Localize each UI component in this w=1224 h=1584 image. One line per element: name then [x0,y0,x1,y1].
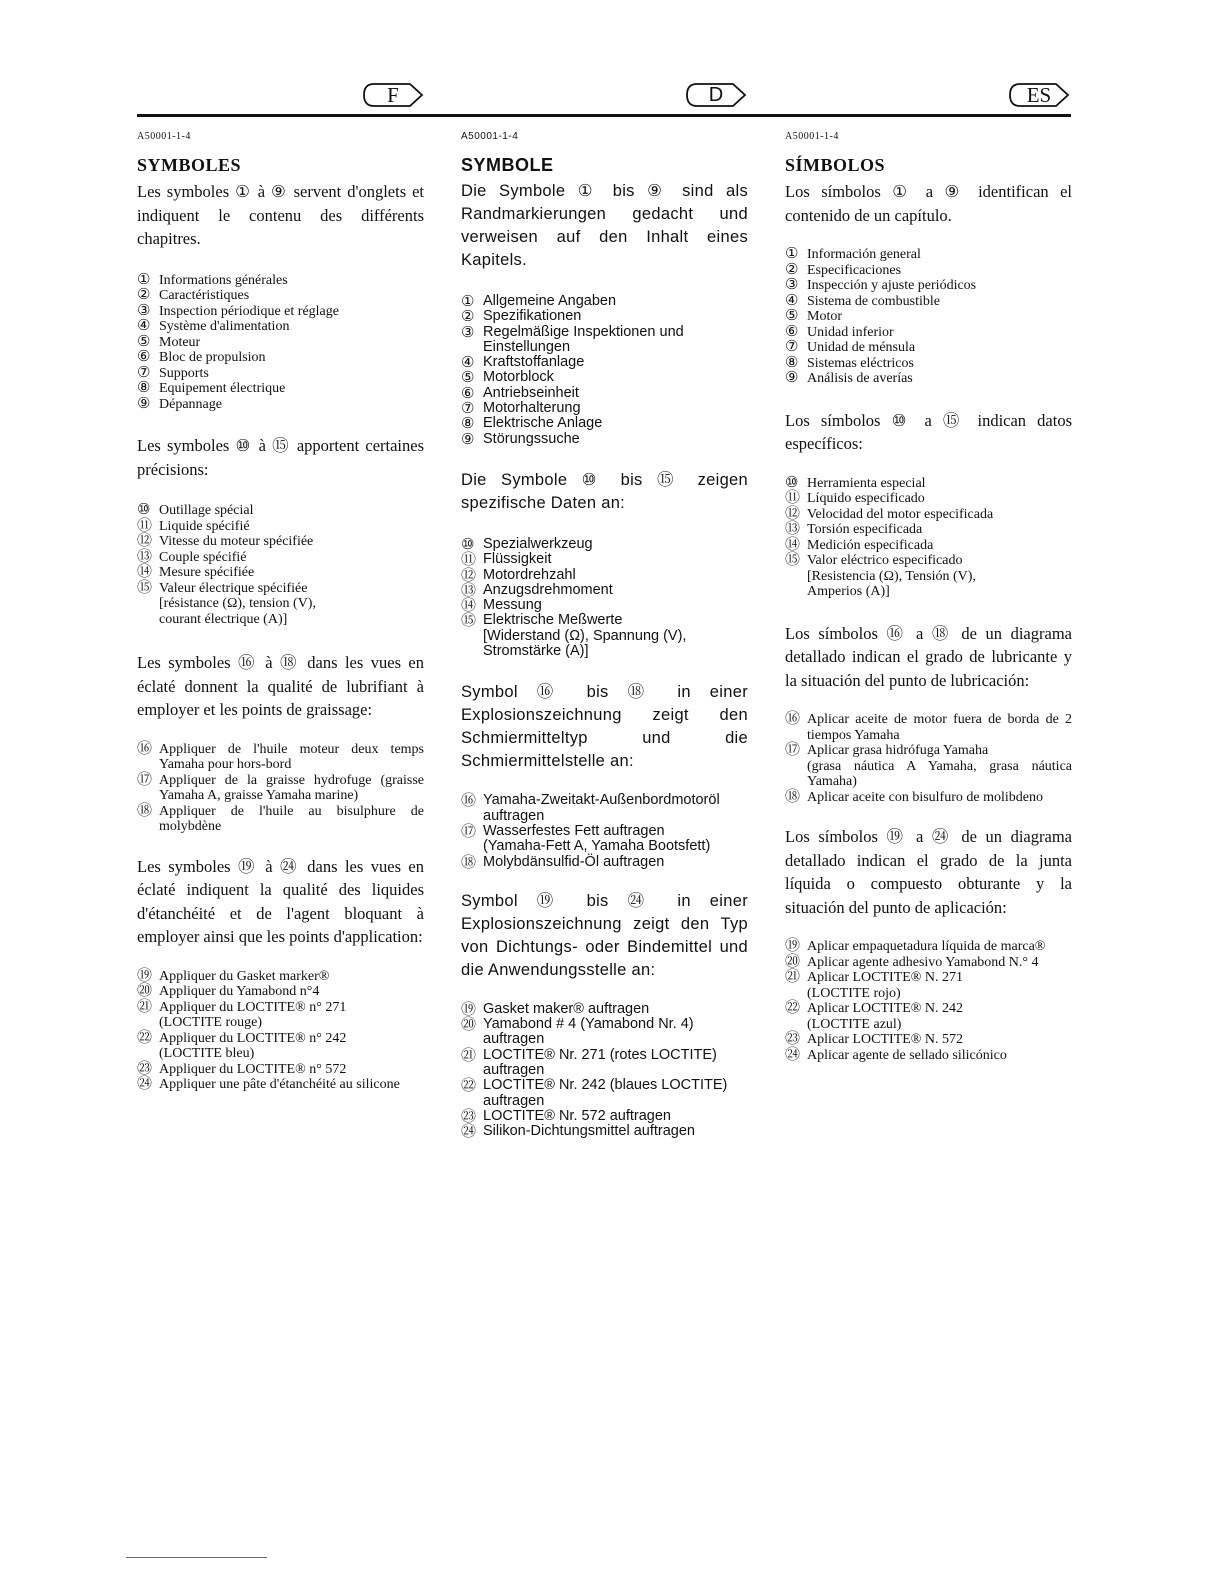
list-item [461,855,748,870]
symbol-number: ③ [137,302,151,319]
list-item [785,553,1072,600]
section-code: A50001-1-4 [461,131,519,142]
list-item [785,476,1072,492]
item-text: Motorhalterung [483,400,581,417]
item-text: Unidad inferior [807,324,894,340]
footer-line [126,1557,267,1558]
item-text: Inspection périodique et réglage [159,303,339,319]
list-item [137,773,424,804]
item-text: Allgemeine Angaben [483,293,617,309]
symbol-number: ⑨ [461,430,475,448]
list-item [461,1017,748,1048]
language-tab-fr [362,82,424,108]
item-text: Anzugsdrehmoment [483,581,613,598]
section-code: A50001-1-4 [137,131,191,142]
item-text: Appliquer du LOCTITE® n° 572 [159,1061,347,1077]
list-item [137,534,424,550]
intro-paragraph: Los símbolos ① a ⑨ identifican el contenido de un capítulo. [785,182,1072,225]
list-item [785,278,1072,294]
list-item [137,550,424,566]
list-item [137,335,424,351]
list-item [461,568,748,583]
list-item [785,340,1072,356]
symbol-number: ③ [461,323,475,341]
symbol-number: ⑬ [785,521,801,537]
symbol-number: ⑫ [785,505,801,522]
item-text: Aplicar LOCTITE® N. 572 [807,1032,964,1047]
list-item [785,263,1072,279]
item-text: Especificaciones [807,262,902,278]
item-text: Regelmäßige Inspektionen und Einstellungen [483,323,684,355]
list-item [461,1124,748,1139]
symbol-number: ⑩ [461,535,475,553]
symbol-number: ⑦ [137,364,151,381]
list-item [137,565,424,581]
symbol-number: ⑪ [785,490,801,506]
item-text: Appliquer de la graisse hydrofuge (graisse Yamaha A, graisse Yamaha marine) [159,772,424,803]
list-item [461,537,748,552]
symbol-number: ⑥ [461,384,475,402]
symbol-number: ⑰ [137,771,153,788]
list-item [785,538,1072,554]
section-title: SÍMBOLOS [785,155,886,175]
column-german [461,131,748,1140]
data-symbol-list [785,476,1072,600]
list-item [461,370,748,385]
item-text: Aplicar grasa hidrófuga Yamaha (grasa náutica A Yamaha, grasa náutica Yamaha) [807,743,1072,789]
list-item [461,355,748,370]
list-item [461,325,748,356]
list-item [137,397,424,413]
symbol-number: ⑫ [137,533,153,549]
list-item [785,939,1072,955]
list-item [137,1077,424,1093]
item-text: Sistemas eléctricos [807,355,914,371]
symbol-number: ⑲ [461,1000,477,1018]
item-text: Aplicar LOCTITE® N. 271 (LOCTITE rojo) [807,970,964,1001]
item-text: Kraftstoffanlage [483,354,585,371]
item-text: Motordrehzahl [483,566,576,583]
item-text: Yamabond # 4 (Yamabond Nr. 4) auftragen [483,1016,694,1048]
item-text: Appliquer de l'huile au bisulphure de molybdène [159,803,424,834]
list-item [137,1031,424,1062]
symbol-number: ⑭ [461,597,477,615]
list-item [137,273,424,289]
language-tab-de [685,82,747,108]
item-text: Unidad de ménsula [807,340,916,355]
list-item [137,304,424,320]
item-text: Moteur [159,334,201,350]
symbol-number: ㉓ [785,1031,801,1047]
symbol-number: ⑬ [461,581,477,599]
item-text: Appliquer une pâte d'étanchéité au silicone [159,1077,400,1092]
list-item [785,970,1072,1001]
symbol-number: ㉑ [461,1046,477,1064]
item-text: Appliquer du Yamabond n°4 [159,984,320,999]
language-tab-es [1008,82,1070,108]
list-item [785,325,1072,341]
section-title: SYMBOLE [461,155,554,175]
symbol-number: ⑲ [137,967,153,984]
item-text: Aplicar agente adhesivo Yamabond N.° 4 [807,954,1039,970]
list-item [137,288,424,304]
list-item [461,416,748,431]
item-text: Yamaha-Zweitakt-Außenbordmotoröl auftragen [483,792,720,824]
symbol-number: ㉔ [785,1046,801,1063]
item-text: Silikon-Dichtungsmittel auftragen [483,1123,695,1140]
item-text: Inspección y ajuste periódicos [807,278,977,293]
list-item [461,793,748,824]
list-item [137,503,424,519]
list-item [461,432,748,447]
list-item [137,319,424,335]
item-text: Valor eléctrico especificado [Resistencia (Ω), Tensión (V), Amperios (A)] [807,553,976,599]
symbol-number: ① [785,246,799,262]
item-text: Motorblock [483,369,554,386]
list-item [137,519,424,535]
list-item [461,1048,748,1079]
item-text: Couple spécifié [159,549,247,565]
data-symbol-list [137,503,424,627]
data-symbols-paragraph: Les symboles ⑩ à ⑮ apportent certaines précisions: [137,436,424,479]
list-item [785,507,1072,523]
list-item [785,955,1072,971]
item-text: Medición especificada [807,537,934,553]
item-text: Störungssuche [483,430,580,447]
list-item [461,401,748,416]
symbol-number: ④ [137,318,151,334]
lubricant-symbol-list [785,712,1072,805]
symbol-number: ⑫ [461,566,477,584]
symbol-number: ① [461,293,475,310]
item-text: Aplicar empaquetadura líquida de marca® [807,939,1046,954]
column-spanish [785,131,1072,1063]
item-text: Messung [483,597,542,614]
symbol-number: ⑪ [137,517,153,534]
symbol-number: ⑧ [461,415,475,433]
list-item [137,742,424,773]
list-item [785,712,1072,743]
list-item [785,294,1072,310]
symbol-number: ⑰ [461,822,477,840]
lubricant-symbols-paragraph: Los símbolos ⑯ a ⑱ de un diagrama detallado indican el grado de lubricante y la situación del punto de lubricación: [785,623,1072,690]
list-item [461,1078,748,1109]
lubricant-symbols-paragraph: Les symboles ⑯ à ⑱ dans les vues en éclaté donnent la qualité de lubrifiant à employer et les points de graissage: [137,653,424,719]
intro-paragraph: Die Symbole ① bis ⑨ sind als Randmarkierungen gedacht und verweisen auf den Inhalt eines Kapitels. [461,182,748,269]
lubricant-symbol-list [461,793,748,869]
list-item [137,969,424,985]
symbol-number: ⑩ [785,474,799,491]
item-text: Gasket maker® auftragen [483,1000,650,1017]
item-text: Flüssigkeit [483,551,552,568]
intro-paragraph: Les symboles ① à ⑨ servent d'onglets et indiquent le contenu des différents chapitres. [137,182,424,248]
list-item [137,366,424,382]
symbol-number: ⑤ [137,333,151,350]
lubricant-symbols-paragraph: Symbol ⑯ bis ⑱ in einer Explosionszeichnung zeigt den Schmiermitteltyp und die Schmiermittelstelle an: [461,683,748,771]
symbol-number: ㉓ [137,1060,153,1077]
list-item [461,1109,748,1124]
item-text: Système d'alimentation [159,319,290,334]
item-text: Molybdänsulfid-Öl auftragen [483,853,665,870]
symbol-number: ⑩ [137,502,151,518]
section-code: A50001-1-4 [785,131,839,142]
list-item [137,804,424,835]
item-text: Appliquer de l'huile moteur deux temps Yamaha pour hors-bord [159,741,424,772]
symbol-number: ㉑ [785,969,801,985]
data-symbol-list [461,537,748,659]
item-text: Sistema de combustible [807,293,940,309]
item-text: Appliquer du LOCTITE® n° 271 (LOCTITE rouge) [159,999,347,1030]
symbol-number: ⑱ [137,802,153,819]
symbol-number: ⑯ [785,711,801,727]
list-item [137,350,424,366]
symbol-number: ② [461,308,475,326]
symbol-number: ⑦ [785,339,799,355]
data-symbols-paragraph: Die Symbole ⑩ bis ⑮ zeigen spezifische Daten an: [461,470,748,512]
item-text: Vitesse du moteur spécifiée [159,534,314,549]
symbol-number: ⑱ [461,853,477,871]
list-item [461,613,748,659]
data-symbols-paragraph: Los símbolos ⑩ a ⑮ indican datos específicos: [785,410,1072,453]
item-text: LOCTITE® Nr. 572 auftragen [483,1107,671,1124]
sealant-symbols-paragraph: Symbol ⑲ bis ㉔ in einer Explosionszeichnung zeigt den Typ von Dichtungs- oder Bindemittel und die Anwendungsstelle an: [461,891,748,979]
symbol-number: ㉑ [137,998,153,1015]
item-text: Aplicar aceite de motor fuera de borda de 2 tiempos Yamaha [807,712,1072,743]
item-text: Aplicar agente de sellado silicónico [807,1047,1007,1063]
list-item [461,598,748,613]
item-text: Spezifikationen [483,308,582,325]
list-item [461,309,748,324]
list-item [785,491,1072,507]
symbol-number: ⑧ [137,380,151,396]
chapter-symbol-list [461,294,748,447]
chapter-symbol-list [137,273,424,413]
item-text: Appliquer du LOCTITE® n° 242 (LOCTITE bleu) [159,1030,347,1061]
item-text: Outillage spécial [159,503,254,518]
symbol-number: ㉔ [461,1123,477,1141]
item-text: Antriebseinheit [483,384,579,401]
symbol-number: ⑯ [137,740,153,757]
item-text: Elektrische Anlage [483,415,603,432]
symbol-number: ⑤ [785,308,799,324]
list-item [785,309,1072,325]
symbol-number: ㉒ [137,1029,153,1046]
item-text: Wasserfestes Fett auftragen (Yamaha-Fett A, Yamaha Bootsfett) [483,822,711,855]
symbol-number: ⑨ [785,370,799,386]
symbol-number: ④ [785,292,799,309]
item-text: Líquido especificado [807,491,925,506]
item-text: Liquide spécifié [159,518,250,534]
symbol-number: ③ [785,277,799,293]
symbol-number: ⑨ [137,395,151,412]
list-item [785,743,1072,790]
symbol-number: ㉔ [137,1076,153,1092]
list-item [785,371,1072,387]
item-text: Caractéristiques [159,288,250,303]
column-french [137,131,424,1093]
language-tab-label-de: D [708,84,724,106]
symbol-number: ㉒ [461,1077,477,1095]
list-item [137,1000,424,1031]
symbol-number: ⑥ [785,323,799,340]
list-item [785,1048,1072,1064]
item-text: LOCTITE® Nr. 271 (rotes LOCTITE) auftragen [483,1046,717,1079]
symbol-number: ⑳ [137,983,153,999]
section-title: SYMBOLES [137,155,242,175]
symbol-number: ㉒ [785,1000,801,1016]
symbol-number: ⑧ [785,354,799,371]
item-text: Bloc de propulsion [159,350,266,365]
list-item [137,581,424,628]
sealant-symbol-list [137,969,424,1093]
symbol-number: ⑥ [137,349,151,365]
list-item [785,247,1072,263]
symbol-number: ⑳ [785,953,801,970]
item-text: Valeur électrique spécifiée [résistance (Ω), tension (V), courant électrique (A)] [159,580,316,627]
item-text: Velocidad del motor especificada [807,506,994,522]
symbol-number: ⑮ [137,579,153,596]
language-tab-label-es: ES [1026,83,1052,107]
symbol-number: ⑤ [461,369,475,387]
sealant-symbol-list [461,1002,748,1140]
sealant-symbols-paragraph: Los símbolos ⑲ a ㉔ de un diagrama detallado indican el grado de la junta líquida o compuesto obturante y la situación del punto de aplicación: [785,827,1072,917]
item-text: Spezialwerkzeug [483,535,593,552]
list-item [785,522,1072,538]
symbol-number: ① [137,271,151,288]
symbol-number: ④ [461,354,475,372]
item-text: Aplicar aceite con bisulfuro de molibdeno [807,789,1043,805]
chapter-symbol-list [785,247,1072,387]
lubricant-symbol-list [137,742,424,835]
symbol-number: ⑳ [461,1016,477,1034]
language-tab-label-fr: F [387,83,399,107]
item-text: Supports [159,365,209,381]
list-item [461,1002,748,1017]
list-item [785,1032,1072,1048]
symbol-number: ⑲ [785,938,801,954]
symbol-number: ⑯ [461,792,477,810]
symbol-number: ② [785,261,799,278]
item-text: Aplicar LOCTITE® N. 242 (LOCTITE azul) [807,1001,964,1032]
item-text: Appliquer du Gasket marker® [159,968,330,984]
list-item [461,824,748,855]
list-item [461,294,748,309]
list-item [137,984,424,1000]
item-text: Herramienta especial [807,475,926,491]
item-text: Análisis de averías [807,371,913,386]
list-item [785,356,1072,372]
symbol-number: ⑱ [785,788,801,805]
item-text: Informations générales [159,272,288,288]
list-item [461,386,748,401]
item-text: Elektrische Meßwerte [Widerstand (Ω), Spannung (V), Stromstärke (A)] [483,612,687,660]
list-item [785,1001,1072,1032]
item-text: Información general [807,247,921,262]
symbol-number: ⑦ [461,400,475,418]
symbol-number: ㉓ [461,1107,477,1125]
list-item [785,790,1072,806]
symbol-number: ⑮ [785,552,801,568]
list-item [137,1062,424,1078]
item-text: Dépannage [159,396,222,412]
symbol-number: ⑬ [137,548,153,565]
symbol-number: ⑭ [785,536,801,553]
symbol-number: ② [137,287,151,303]
symbol-number: ⑭ [137,564,153,580]
item-text: Equipement électrique [159,381,286,396]
item-text: Torsión especificada [807,522,923,537]
header-rule [137,114,1071,117]
item-text: Mesure spécifiée [159,565,255,580]
symbol-number: ⑰ [785,742,801,758]
symbol-number: ⑪ [461,551,477,569]
symbol-number: ⑮ [461,612,477,630]
list-item [137,381,424,397]
item-text: Motor [807,309,842,324]
sealant-symbols-paragraph: Les symboles ⑲ à ㉔ dans les vues en éclaté indiquent la qualité des liquides d'étanchéité et de l'agent bloquant à employer ainsi que les points d'application: [137,856,424,946]
sealant-symbol-list [785,939,1072,1063]
list-item [461,583,748,598]
item-text: LOCTITE® Nr. 242 (blaues LOCTITE) auftragen [483,1077,728,1109]
list-item [461,552,748,567]
